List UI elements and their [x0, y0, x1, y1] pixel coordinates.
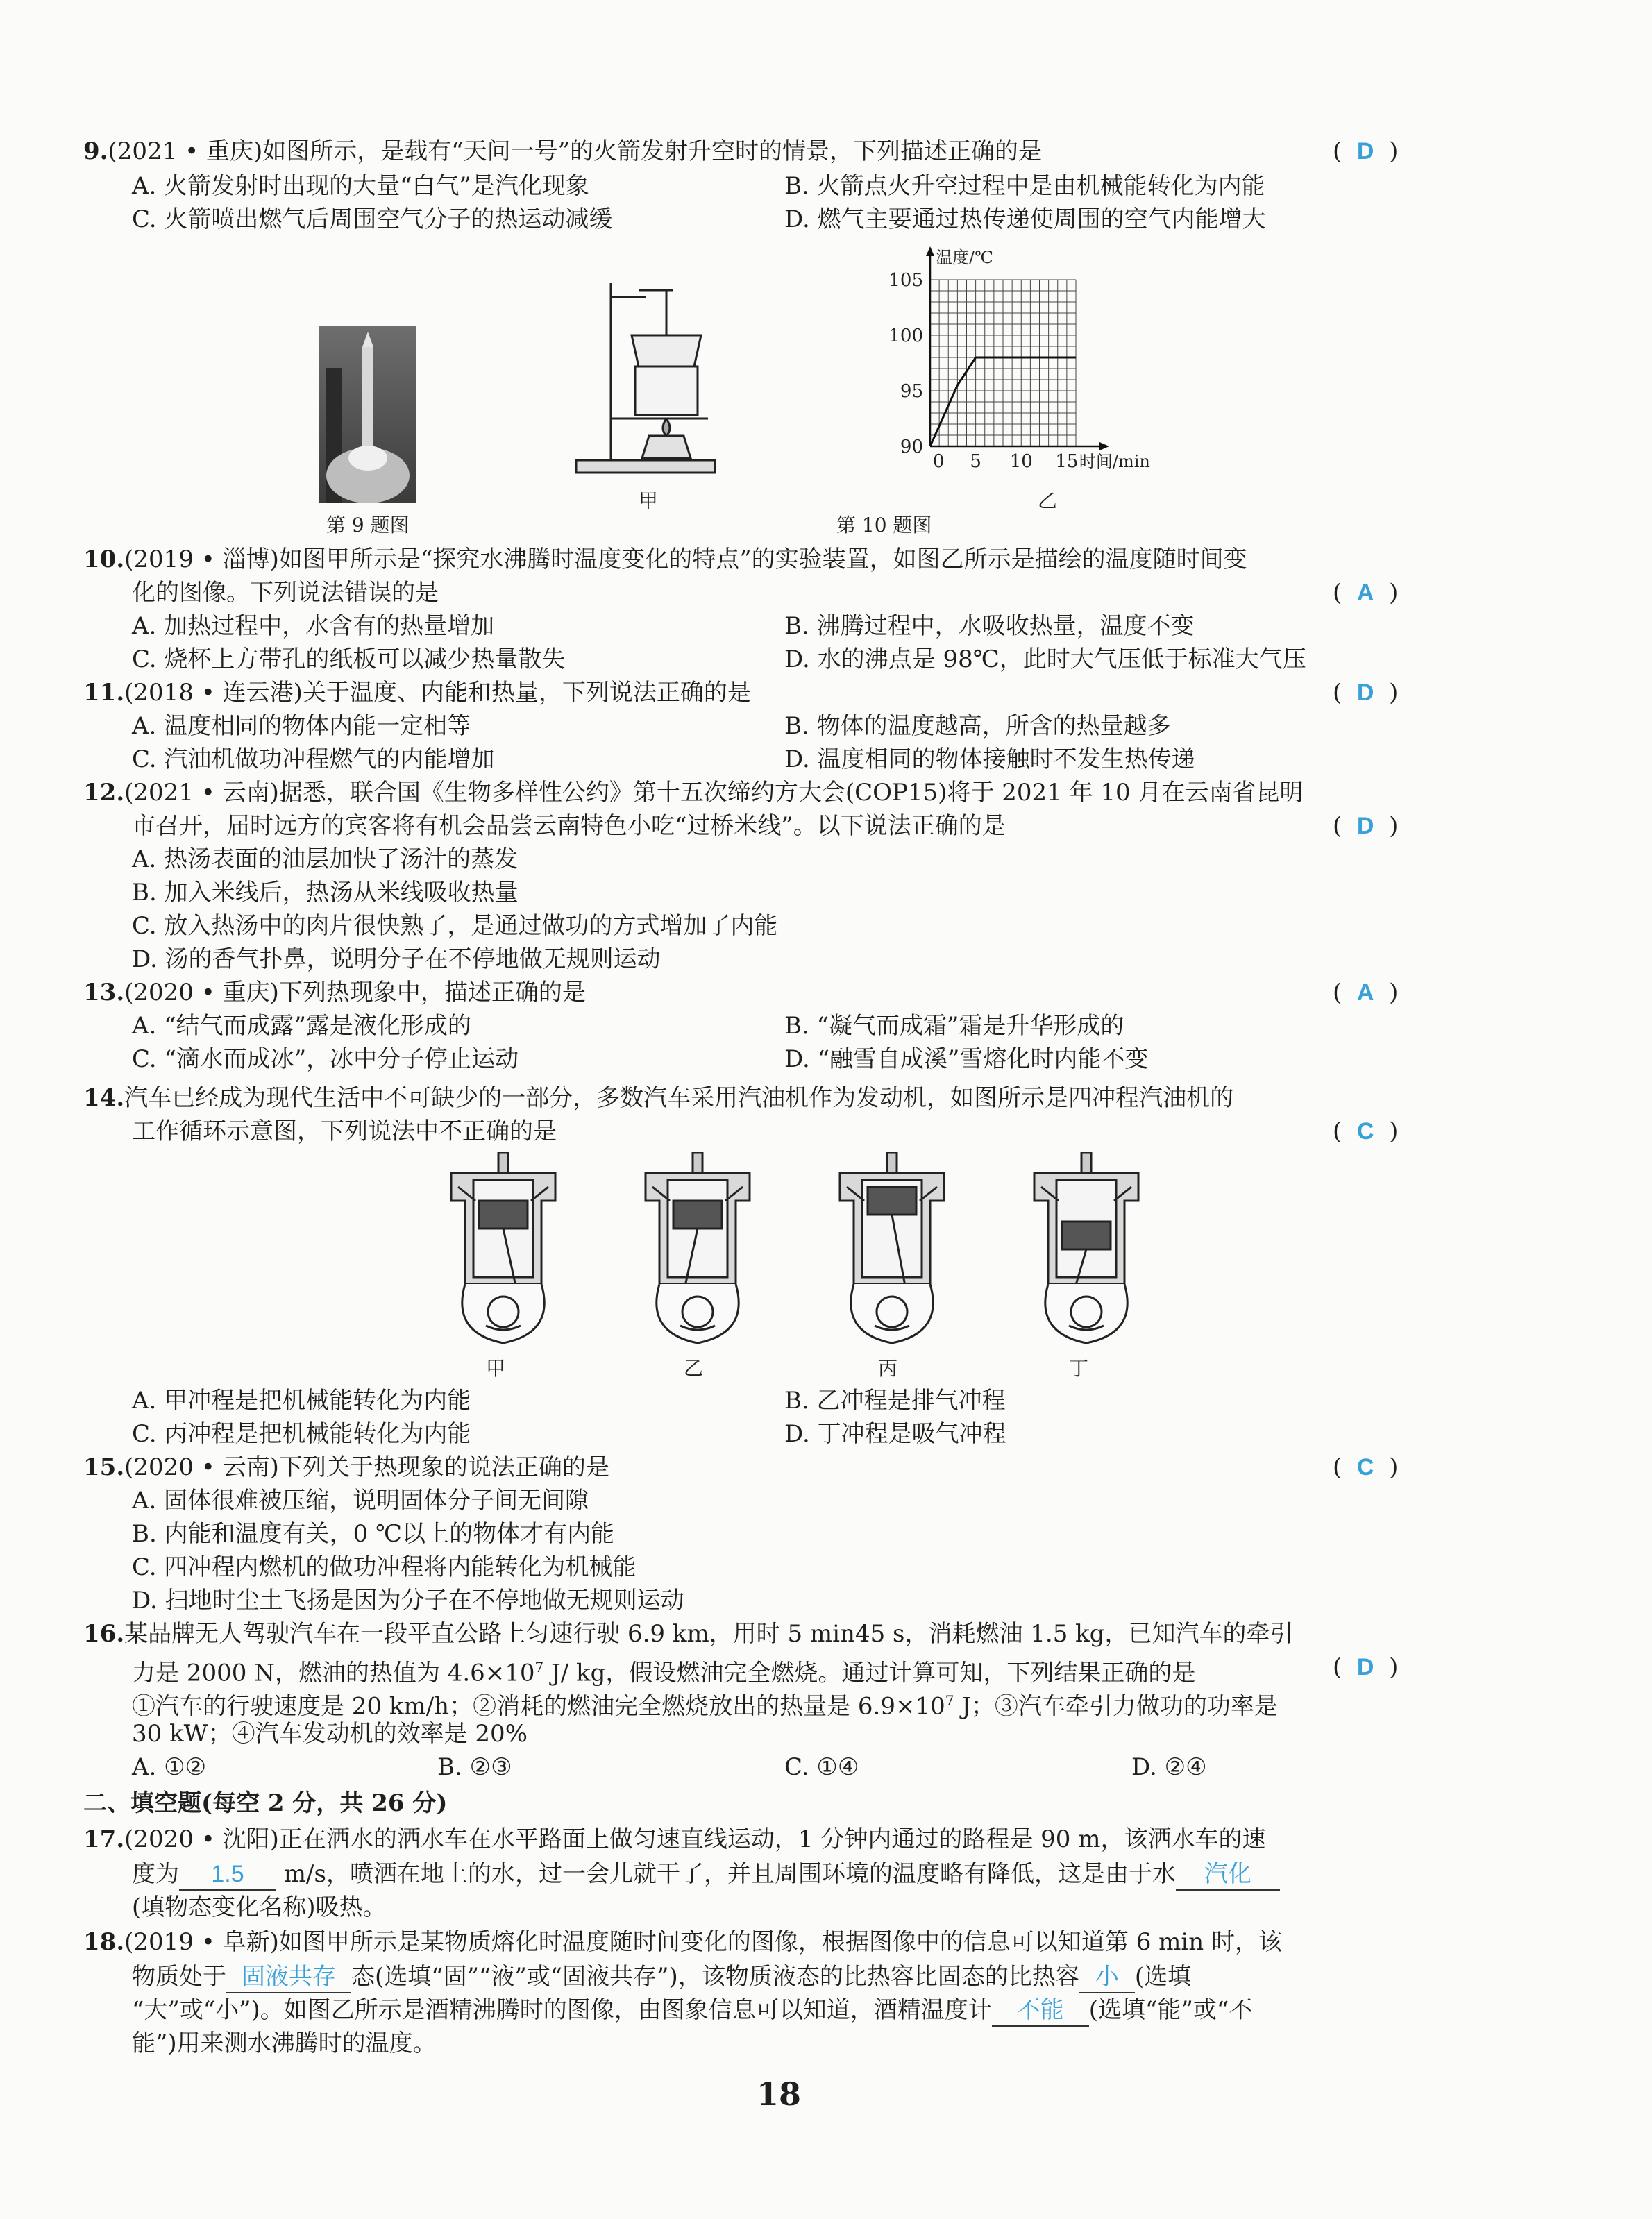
q16-option-d: D. ②④: [1131, 1753, 1207, 1781]
q12-stem-line1: 12.(2021 • 云南)据悉，联合国《生物多样性公约》第十五次缔约方大会(COP15)将于 2021 年 10 月在云南省昆明: [83, 779, 1304, 807]
q13-stem: 13.(2020 • 重庆)下列热现象中，描述正确的是: [83, 979, 586, 1006]
q14-option-b: B. 乙冲程是排气冲程: [784, 1387, 1006, 1415]
q9-option-c: C. 火箭喷出燃气后周围空气分子的热运动减缓: [132, 205, 613, 233]
chart-grid: [930, 280, 1076, 446]
engine-jia: [437, 1152, 569, 1353]
q12-option-d: D. 汤的香气扑鼻，说明分子在不停地做无规则运动: [132, 945, 661, 973]
fig10-label-jia: 甲: [639, 489, 659, 512]
rocket-photo: [319, 326, 416, 503]
q11-option-a: A. 温度相同的物体内能一定相等: [132, 712, 471, 740]
q15-option-b: B. 内能和温度有关，0 ℃以上的物体才有内能: [132, 1520, 615, 1548]
q14-number: 14.: [83, 1084, 125, 1112]
q10-option-b: B. 沸腾过程中，水吸收热量，温度不变: [784, 612, 1195, 640]
temperature-chart: [882, 239, 1208, 475]
q9-answer: D: [1356, 138, 1374, 164]
q9-stem: 9.(2021 • 重庆)如图所示，是载有“天问一号”的火箭发射升空时的情景，下列描述正确的是: [83, 137, 1042, 165]
q12-option-b: B. 加入米线后，热汤从米线吸收热量: [132, 879, 519, 906]
q18-blank-heat-capacity[interactable]: 小: [1079, 1961, 1135, 1993]
q17-number: 17.: [83, 1825, 125, 1853]
q11-answer-box: ( D ): [1333, 679, 1399, 707]
q18-blank-thermometer[interactable]: 不能: [992, 1995, 1089, 2027]
boiling-apparatus: [569, 269, 729, 478]
q16-answer-box: ( D ): [1333, 1653, 1399, 1681]
q13-option-d: D. “融雪自成溪”雪熔化时内能不变: [784, 1045, 1149, 1073]
q18-line1: 18.(2019 • 阜新)如图甲所示是某物质熔化时温度随时间变化的图像，根据图像中的信息可以知道第 6 min 时，该: [83, 1928, 1282, 1956]
q16-answer: D: [1356, 1654, 1374, 1680]
x-tick-label: 15: [1055, 451, 1079, 472]
q13-number: 13.: [83, 979, 125, 1006]
y-axis-arrow: [926, 246, 934, 256]
q11-option-b: B. 物体的温度越高，所含的热量越多: [784, 712, 1171, 740]
engine-figures: [416, 1152, 1180, 1374]
q12-option-c: C. 放入热汤中的肉片很快熟了，是通过做功的方式增加了内能: [132, 912, 778, 940]
page-number: 18: [757, 2075, 802, 2113]
q13-option-c: C. “滴水而成冰”，冰中分子停止运动: [132, 1045, 519, 1073]
origin-label: 0: [933, 451, 945, 472]
q11-option-c: C. 汽油机做功冲程燃气的内能增加: [132, 745, 495, 773]
q16-stem-line4: 30 kW；④汽车发动机的效率是 20%: [132, 1720, 528, 1748]
q13-answer-box: ( A ): [1333, 979, 1399, 1006]
q17-blank-speed[interactable]: 1.5: [179, 1859, 276, 1891]
q16-option-c: C. ①④: [784, 1753, 859, 1781]
q16-stem-line2: 力是 2000 N，燃油的热值为 $4.6\times 10^7$ J/ kg，假设燃油完全燃烧。通过计算可知，下列结果正确的是: [132, 1659, 1196, 1687]
q14-answer-box: ( C ): [1333, 1117, 1399, 1145]
x-tick-label: 10: [1009, 451, 1033, 472]
q12-number: 12.: [83, 779, 125, 807]
q11-number: 11.: [83, 679, 125, 707]
y-tick-label: 95: [900, 381, 923, 402]
y-tick-label: 90: [900, 437, 923, 457]
q15-option-a: A. 固体很难被压缩，说明固体分子间无间隙: [132, 1487, 589, 1515]
q16-option-a: A. ①②: [132, 1753, 207, 1781]
q10-stem-line1: 10.(2019 • 淄博)如图甲所示是“探究水沸腾时温度变化的特点”的实验装置，如图乙所示是描绘的温度随时间变: [83, 546, 1247, 573]
q12-answer-box: ( D ): [1333, 812, 1399, 840]
chart-axes: [926, 246, 1109, 450]
engine-label-yi: 乙: [684, 1357, 704, 1380]
y-axis-label: 温度/℃: [936, 248, 993, 267]
engine-bing: [826, 1152, 958, 1353]
q9-number: 9.: [83, 137, 108, 165]
q12-option-a: A. 热汤表面的油层加快了汤汁的蒸发: [132, 845, 519, 873]
x-axis-arrow: [1099, 442, 1109, 450]
q17-line2: 度为 1.5 m/s，喷洒在地上的水，过一会儿就干了，并且周围环境的温度略有降低，这是由于水 汽化: [132, 1859, 1280, 1891]
q14-stem-line2: 工作循环示意图，下列说法中不正确的是: [132, 1117, 557, 1145]
section-fill-in-title: 二、填空题(每空 2 分，共 26 分): [83, 1789, 448, 1817]
y-tick-label: 100: [888, 326, 923, 346]
engine-label-bing: 丙: [878, 1357, 898, 1380]
q9-option-b: B. 火箭点火升空过程中是由机械能转化为内能: [784, 172, 1265, 200]
q11-answer: D: [1356, 680, 1374, 706]
q9-option-d: D. 燃气主要通过热传递使周围的空气内能增大: [784, 205, 1266, 233]
q18-number: 18.: [83, 1928, 125, 1956]
q10-option-a: A. 加热过程中，水含有的热量增加: [132, 612, 495, 640]
engine-yi: [632, 1152, 764, 1353]
q9-answer-box: ( D ): [1333, 137, 1399, 165]
q15-option-d: D. 扫地时尘土飞扬是因为分子在不停地做无规则运动: [132, 1587, 684, 1614]
q14-option-c: C. 丙冲程是把机械能转化为内能: [132, 1420, 471, 1448]
q15-answer: C: [1356, 1454, 1374, 1480]
fig10-label-yi: 乙: [1038, 489, 1058, 512]
q15-answer-box: ( C ): [1333, 1453, 1399, 1481]
x-axis-label: 时间/min: [1079, 452, 1150, 471]
q12-answer: D: [1356, 813, 1374, 839]
q9-option-a: A. 火箭发射时出现的大量“白气”是汽化现象: [132, 172, 589, 200]
q10-number: 10.: [83, 546, 125, 573]
q10-option-d: D. 水的沸点是 98℃，此时大气压低于标准大气压: [784, 646, 1306, 673]
engine-ding: [1020, 1152, 1152, 1353]
chart-tick-labels: [888, 270, 1150, 472]
q17-blank-phase-change[interactable]: 汽化: [1176, 1859, 1280, 1891]
q16-number: 16.: [83, 1620, 125, 1648]
q14-answer: C: [1356, 1118, 1374, 1145]
q13-option-b: B. “凝气而成霜”霜是升华形成的: [784, 1012, 1124, 1040]
q15-option-c: C. 四冲程内燃机的做功冲程将内能转化为机械能: [132, 1553, 637, 1581]
q11-stem: 11.(2018 • 连云港)关于温度、内能和热量，下列说法正确的是: [83, 679, 751, 707]
engine-label-jia: 甲: [486, 1357, 506, 1380]
q10-answer-box: ( A ): [1333, 579, 1399, 607]
q15-stem: 15.(2020 • 云南)下列关于热现象的说法正确的是: [83, 1453, 609, 1481]
q18-line3: “大”或“小”)。如图乙所示是酒精沸腾时的图像，由图象信息可以知道，酒精温度计 不能 (选填“能”或“不: [132, 1995, 1252, 2027]
fig9-caption: 第 9 题图: [326, 514, 410, 537]
q13-option-a: A. “结气而成露”露是液化形成的: [132, 1012, 471, 1040]
fig10-caption: 第 10 题图: [836, 514, 932, 537]
q13-answer: A: [1356, 979, 1374, 1006]
q18-line2: 物质处于 固液共存 态(选填“固”“液”或“固液共存”)，该物质液态的比热容比固态的比热容 小 (选填: [132, 1961, 1191, 1993]
q12-stem-line2: 市召开，届时远方的宾客将有机会品尝云南特色小吃“过桥米线”。以下说法正确的是: [132, 812, 1006, 840]
x-tick-label: 5: [970, 451, 981, 472]
q16-stem-line1: 16.某品牌无人驾驶汽车在一段平直公路上匀速行驶 6.9 km，用时 5 min45 s，消耗燃油 1.5 kg，已知汽车的牵引: [83, 1620, 1294, 1648]
q18-blank-state[interactable]: 固液共存: [226, 1961, 351, 1993]
q17-line1: 17.(2020 • 沈阳)正在洒水的洒水车在水平路面上做匀速直线运动，1 分钟内通过的路程是 90 m，该洒水车的速: [83, 1825, 1266, 1853]
q14-option-d: D. 丁冲程是吸气冲程: [784, 1420, 1006, 1448]
q16-option-b: B. ②③: [437, 1753, 512, 1781]
q17-line3: (填物态变化名称)吸热。: [132, 1893, 387, 1921]
engine-label-ding: 丁: [1069, 1357, 1089, 1380]
q18-line4: 能”)用来测水沸腾时的温度。: [132, 2030, 437, 2057]
q11-option-d: D. 温度相同的物体接触时不发生热传递: [784, 745, 1195, 773]
q15-number: 15.: [83, 1453, 125, 1481]
y-tick-label: 105: [888, 270, 923, 291]
q14-stem-line1: 14.汽车已经成为现代生活中不可缺少的一部分，多数汽车采用汽油机作为发动机，如图所示是四冲程汽油机的: [83, 1084, 1234, 1112]
q14-option-a: A. 甲冲程是把机械能转化为内能: [132, 1387, 471, 1415]
q10-answer: A: [1356, 580, 1374, 606]
q10-stem-line2: 化的图像。下列说法错误的是: [132, 579, 439, 607]
q10-option-c: C. 烧杯上方带孔的纸板可以减少热量散失: [132, 646, 566, 673]
q16-stem-line3: ①汽车的行驶速度是 20 km/h；②消耗的燃油完全燃烧放出的热量是 $6.9\times 10^7$ J；③汽车牵引力做功的功率是: [132, 1692, 1278, 1721]
